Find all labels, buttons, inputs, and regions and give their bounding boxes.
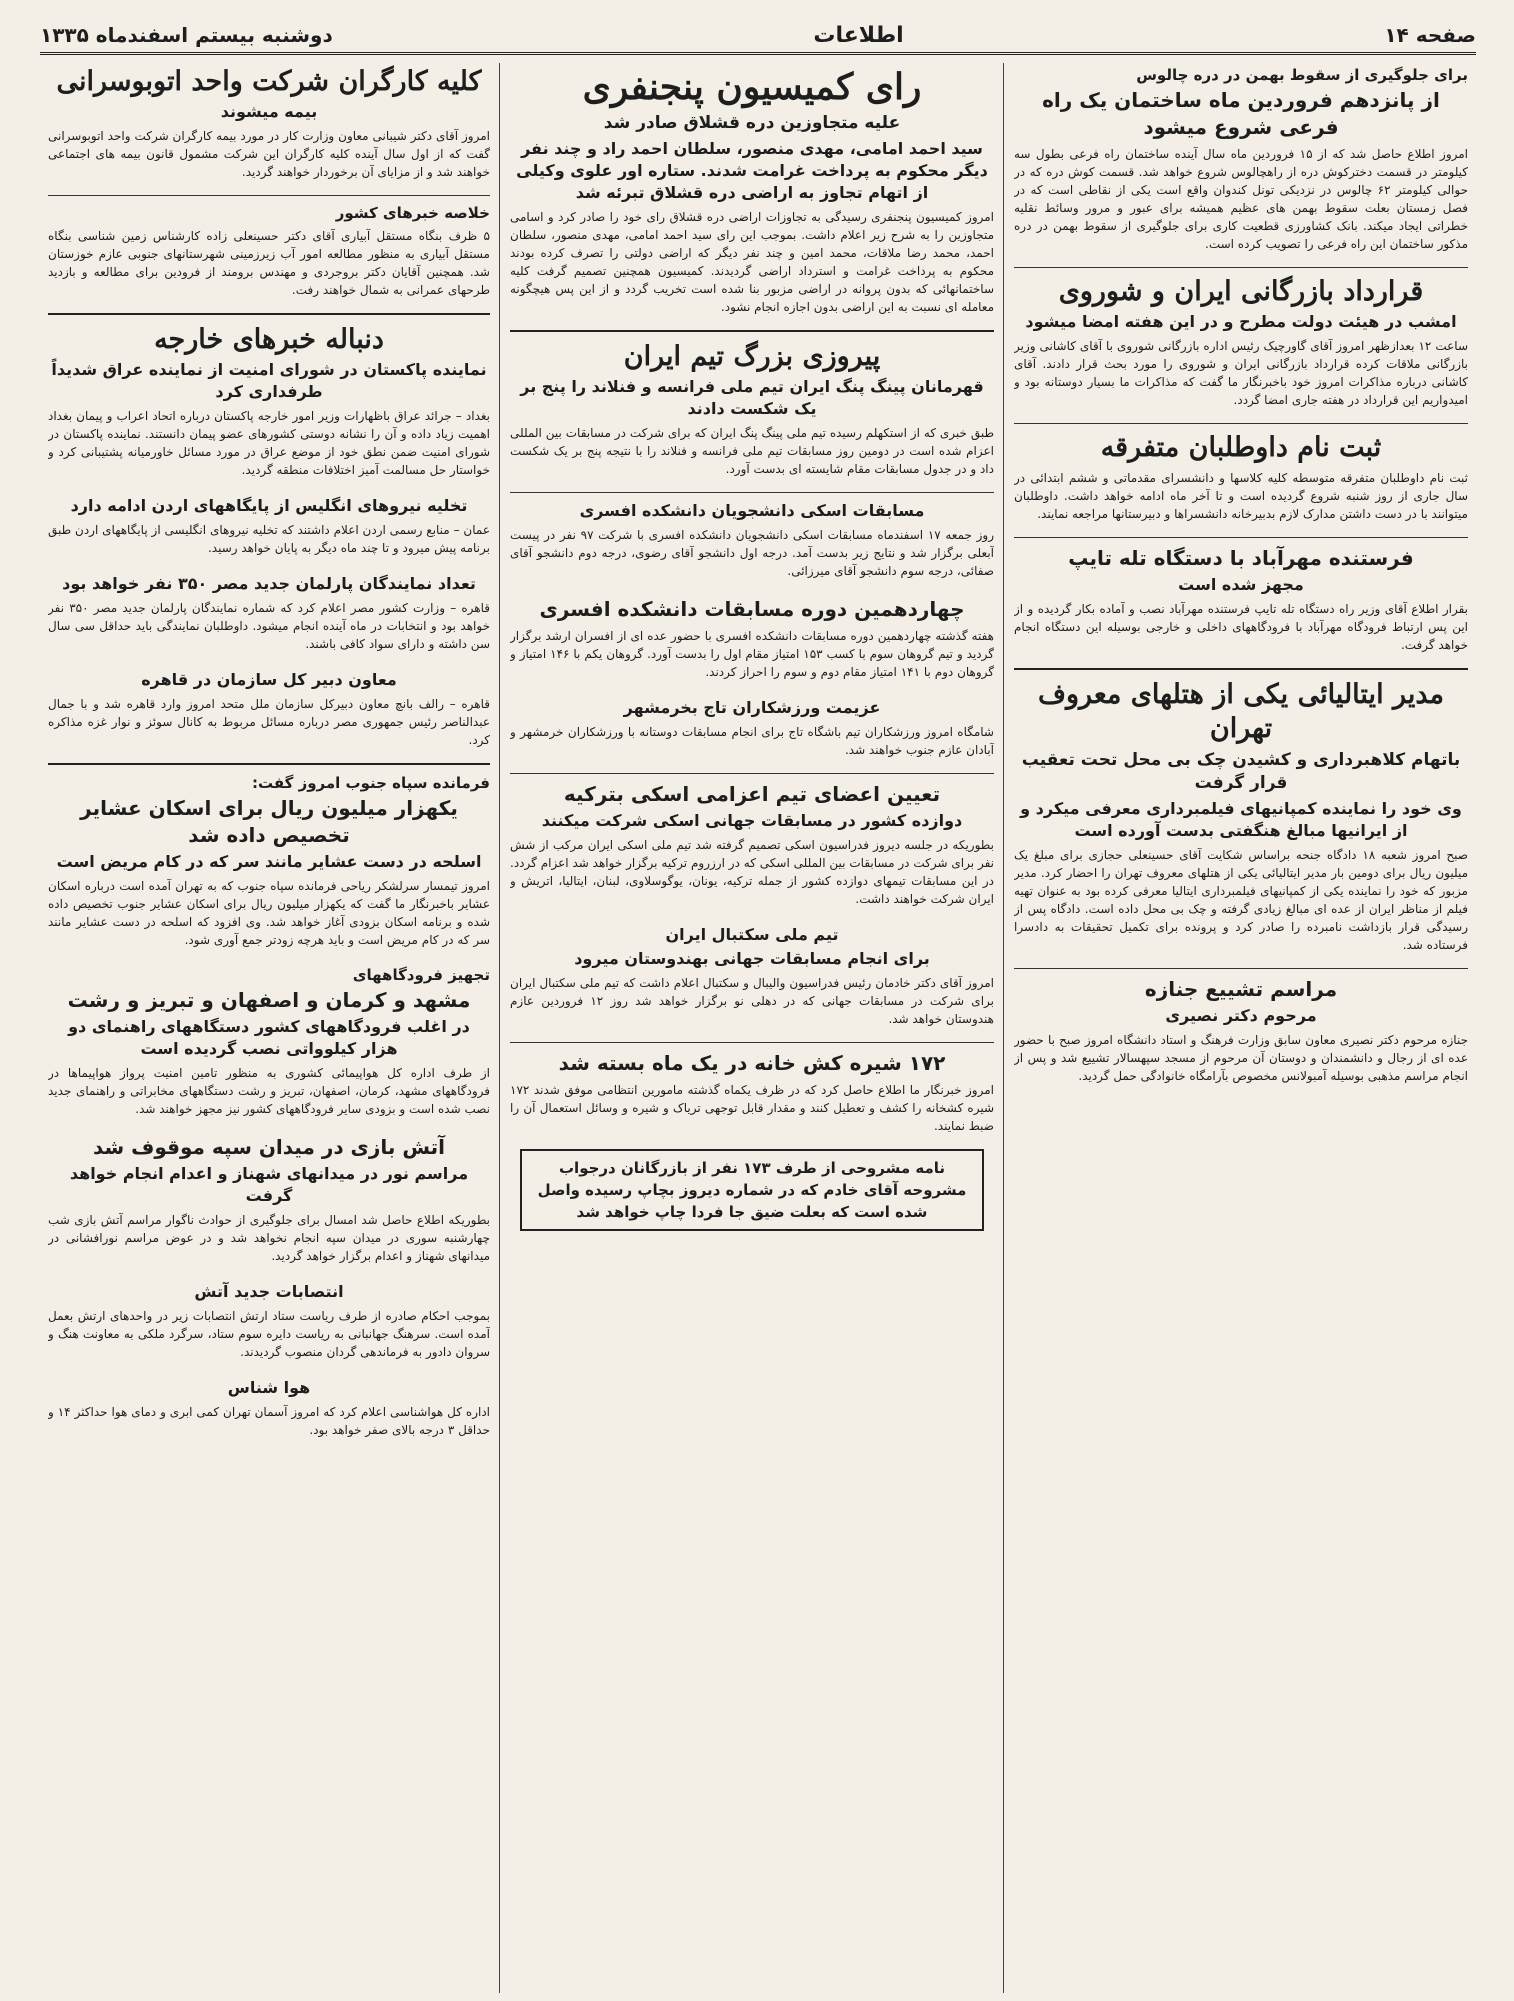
article-subheadline: مجهز شده است: [1178, 575, 1304, 594]
article-headline: آتش بازی در میدان سپه موقوف شد: [92, 1135, 446, 1159]
article-body: امروز تیمسار سرلشکر ریاحی فرمانده سپاه جنوب که به تهران آمده است درباره اسکان عشایر باخبرنگار ما گفت که یکهزار میلیون ریال برای اسکان عشایر جنوب تخصیص داده شده و برنامه اسکان بزودی آغاز خواهد شد. وی افزود که اسلحه در دست عشایر مانند سر که در کام مریض است و باید هرچه زودتر جمع آوری شود.: [48, 879, 490, 947]
divider: [510, 492, 994, 493]
article-body: ثبت نام داوطلبان متفرقه متوسطه کلیه کلاسها و دانشسرای مقدماتی و ششم ابتدائی در سال جاری از روز شنبه شروع گردیده است و تا آخر ماه ادامه خواهد داشت. داوطلبان میتوانند با در دست داشتن مدارک لازم بدبیرخانه دانشسراها و دبیرستانها مراجعه نمایند.: [1014, 471, 1468, 521]
article-subheadline: اسلحه در دست عشایر مانند سر که در کام مریض است: [56, 852, 482, 871]
column-rule: [499, 63, 500, 1993]
divider: [1014, 968, 1468, 969]
article-kicker: برای جلوگیری از سقوط بهمن در دره چالوس: [1136, 66, 1468, 84]
article-body: قاهره – رالف بانچ معاون دبیرکل سازمان ملل متحد امروز وارد قاهره شد و با جمال عبدالناصر رئیس جمهوری مصر درباره مسائل مربوط به کانال سوئز و نوار غزه مذاکره کرد.: [48, 697, 490, 747]
article-headline: مراسم تشییع جنازه: [1144, 977, 1338, 1001]
article-subheadline: باتهام کلاهبرداری و کشیدن چک بی محل تحت تعقیب قرار گرفت: [1021, 750, 1461, 793]
article-body: از طرف اداره کل هواپیمائی کشوری به منظور تامین امنیت پرواز هواپیماها در فرودگاههای مشهد، کرمان، اصفهان، تبریز و رشت دستگاههای مخابراتی و راهنمای جدید نصب شده است و بزودی سایر فرودگاههای کشور نیز مجهز خواهند شد.: [48, 1066, 490, 1116]
article-subheadline: دوازده کشور در مسابقات جهانی اسکی شرکت میکنند: [541, 811, 963, 830]
article-weather: [48, 1375, 490, 1443]
article-subheadline: علیه متجاوزین دره قشلاق صادر شد: [603, 113, 901, 133]
article-body: اداره کل هواشناسی اعلام کرد که امروز آسمان تهران کمی ابری و دمای هوا حداکثر ۱۴ و حداقل ۳ درجه بالای صفر خواهد بود.: [48, 1405, 490, 1437]
article-subheadline: در اغلب فرودگاههای کشور دستگاههای راهنمای دو هزار کیلوواتی نصب گردیده است: [68, 1017, 470, 1058]
article-funeral: [1014, 974, 1468, 1089]
page-number: صفحه ۱۴: [1384, 23, 1476, 47]
article-body: امروز آقای دکتر خادمان رئیس فدراسیون والیبال و سکتبال اعلام داشت که تیم ملی سکتبال ایران برای شرکت در مسابقات جهانی که در دهلی نو برگزار خواهد شد روز ۱۲ فروردین عازم هندوستان خواهد شد.: [510, 976, 994, 1026]
masthead: [40, 18, 1476, 55]
article-body: قاهره – وزارت کشور مصر اعلام کرد که شماره نمایندگان پارلمان جدید مصر ۳۵۰ نفر خواهد بود و انتخابات در ماه آینده انجام میشود. داوطلبان نمایندگی باید حداقل سی سال سن داشته و دارای سواد کافی باشند.: [48, 601, 490, 651]
article-commission-ruling: [510, 63, 994, 320]
article-body: روز جمعه ۱۷ اسفندماه مسابقات اسکی دانشجویان دانشکده افسری با شرکت ۹۷ نفر در پیست آبعلی برگزار شد و نتایج زیر بدست آمد. درجه اول دانشجو آقای رضوی، درجه دوم دانشجو آقای صفائی، درجه سوم دانشجو آقای میرزائی.: [510, 528, 994, 578]
article-bus-workers: [48, 63, 490, 185]
article-ski-team-turkey: [510, 779, 994, 912]
article-egypt-parliament: [48, 571, 490, 657]
article-body: ساعت ۱۲ بعدازظهر امروز آقای گاورچیک رئیس اداره بازرگانی شوروی با آقای کاشانی وزیر بازرگانی ملاقات کرده قرارداد بازرگانی ایران و شوروی را مورد بحث قرار دادند. آقای کاشانی درباره مذاکرات امروز خود باخبرنگار ما گفت که مذاکرات ما بسیار دوستانه بود و امیدواریم این قرارداد در هفته جاری امضا گردد.: [1014, 339, 1468, 407]
boxed-notice: نامه مشروحی از طرف ۱۷۳ نفر از بازرگانان درجواب مشروحه آقای خادم که در شماره دیروز بچاپ رسیده واصل شده است که بعلت ضیق جا فردا چاپ خواهد شد: [520, 1149, 984, 1231]
article-headline: مشهد و کرمان و اصفهان و تبریز و رشت: [67, 988, 471, 1012]
article-italian-hotel-manager: [1014, 676, 1468, 958]
article-registration: [1014, 429, 1468, 527]
article-body: امروز اطلاع حاصل شد که از ۱۵ فروردین ماه سال آینده ساختمان راه فرعی بطول سه کیلومتر در قسمت دخترکوش دره از راهچالوس شروع خواهد شد. قسمت کوش دره که در حوالی کیلومتر ۶۲ چالوس در نزدیکی تونل کندوان واقع است یکی از نقاطی است که در فصل زمستان بعلت سقوط بهمن های عظیم همیشه برای عبور و مرور وسائط نقلیه خطراتی ایجاد میکند. بانک کشاورزی قطعیت کاری برای جلوگیری از سقوط بهمن در دره مذکور ساختمان این راه فرعی را تصویب کرده است.: [1014, 147, 1468, 251]
article-body: عمان – منابع رسمی اردن اعلام داشتند که تخلیه نیروهای انگلیسی از پایگاههای اردن طبق برنامه پیش میرود و تا چند ماه دیگر به پایان خواهد رسید.: [48, 523, 490, 555]
divider: [48, 195, 490, 196]
article-subheadline: مرحوم دکتر نصیری: [1165, 1006, 1317, 1025]
article-headline: قرارداد بازرگانی ایران و شوروی: [1058, 276, 1424, 307]
article-headline: معاون دبیر کل سازمان در قاهره: [141, 670, 397, 689]
column-right: [1006, 63, 1476, 1993]
article-basketball-india: [510, 922, 994, 1032]
article-headline: فرستنده مهرآباد با دستگاه تله تایپ: [1068, 546, 1414, 570]
article-jordan-bases: [48, 493, 490, 561]
article-fireworks: [48, 1132, 490, 1269]
column-middle: [502, 63, 1002, 1993]
article-headline: خلاصه خبرهای کشور: [335, 204, 490, 222]
article-body: هفته گذشته چهاردهمین دوره مسابقات دانشکده افسری با حضور عده ای از افسران ارشد برگزار گردید و تیم گروهان سوم با کسب ۱۵۳ امتیاز مقام اول را بدست آورد. گروهان یکم با ۱۴۶ امتیاز و گروهان دوم با ۱۴۱ امتیاز مقام دوم و سوم را احراز کردند.: [510, 629, 994, 679]
divider: [510, 1042, 994, 1043]
article-body: بغداد – جرائد عراق باظهارات وزیر امور خارجه پاکستان درباره اتحاد اعراب و پیمان بغداد اهمیت زیاد داده و آن را نشانه دوستی کشورهای عضو پیمان دانستند. نماینده پاکستان در شورای امنیت ضمن نطق خود از موضع عراق در مورد مسائل خاورمیانه پشتیبانی کرد و خواستار حل مسالمت آمیز اختلافات منطقه گردید.: [48, 409, 490, 477]
article-body: صبح امروز شعبه ۱۸ دادگاه جنحه براساس شکایت آقای حسینعلی حجازی برای مبلغ یک میلیون ریال برای دومین بار مدیر ایتالیائی یکی از هتلهای معروف تهران را احضار کرد. مدیر مزبور که خود را نماینده یکی از کمپانیهای فیلمبرداری ایتالیا معرفی کرده بود به عنوان تهیه فیلم از مناظر ایران از عده ای مبالغ زیادی گرفته و چک بی محل داده است. دادگاه پس از رسیدگی قرار بازداشت نامبرده را صادر کرد و پرونده برای تکمیل تحقیقات به دادسرا فرستاده شد.: [1014, 848, 1468, 952]
article-body: ۵ ظرف بنگاه مستقل آبیاری آقای دکتر حسینعلی زاده کارشناس زمین شناسی بنگاه مستقل آبیاری به منظور مطالعه امور آب زیرزمینی شهرستانهای جنوبی عازم خوزستان شد. همچنین آقایان دکتر بروجردی و مهندس برومند از فرودین برای مطالعه و بازدید طرحهای عمرانی به شمال خواهند رفت.: [48, 229, 490, 297]
divider: [1014, 267, 1468, 268]
divider: [48, 313, 490, 315]
article-headline: چهاردهمین دوره مسابقات دانشکده افسری: [539, 597, 965, 621]
divider: [48, 763, 490, 765]
article-officer-ski: [510, 498, 994, 584]
article-iran-ussr-trade: [1014, 273, 1468, 413]
divider: [1014, 423, 1468, 424]
columns: [40, 63, 1476, 1993]
article-headline: از پانزدهم فروردین ماه ساختمان یک راه فرعی شروع میشود: [1042, 88, 1440, 139]
article-taj-athletes: [510, 695, 994, 763]
article-headline: تعیین اعضای تیم اعزامی اسکی بترکیه: [563, 782, 941, 806]
article-body: بطوریکه اطلاع حاصل شد امسال برای جلوگیری از حوادث ناگوار مراسم آتش بازی شب چهارشنبه سوری در میدان سپه انجام نخواهد شد و در عوض مراسم نورافشانی در میدانهای شهناز و اعدام برگزار خواهد گردید.: [48, 1213, 490, 1263]
divider: [1014, 668, 1468, 670]
article-opium-dens: [510, 1048, 994, 1139]
article-chalus-road: [1014, 63, 1468, 257]
article-subheadline: مراسم نور در میدانهای شهناز و اعدام انجام خواهد گرفت: [69, 1164, 469, 1205]
article-headline: یکهزار میلیون ریال برای اسکان عشایر تخصیص داده شد: [80, 796, 458, 847]
article-officer-competitions: [510, 594, 994, 685]
article-headline: تعداد نمایندگان پارلمان جدید مصر ۳۵۰ نفر خواهد بود: [62, 574, 476, 593]
article-headline: دنباله خبرهای خارجه: [154, 324, 384, 355]
article-subheadline: برای انجام مسابقات جهانی بهندوستان میرود: [574, 949, 930, 968]
divider: [510, 330, 994, 332]
article-pingpong-victory: [510, 338, 994, 482]
article-body: بطوریکه در جلسه دیروز فدراسیون اسکی تصمیم گرفته شد تیم ملی اسکی ایران مرکب از شش نفر برای شرکت در مسابقات بین المللی اسکی که در ارزروم ترکیه برگزار خواهد شد اعزام گردد. در این مسابقات تیمهای دوازده کشور از جمله ترکیه، یونان، یوگوسلاوی، لبنان، ایتالیا، اتریش و ایران شرکت خواهند داشت.: [510, 838, 994, 906]
article-body: امروز خبرنگار ما اطلاع حاصل کرد که در ظرف یکماه گذشته مامورین انتظامی موفق شدند ۱۷۲ شیره کشخانه را کشف و تعطیل کنند و مقدار قابل توجهی تریاک و شیره و وسائل استعمال آن را ضبط نمایند.: [510, 1083, 994, 1133]
divider: [510, 773, 994, 774]
article-airports: [48, 963, 490, 1122]
article-body: بموجب احکام صادره از طرف ریاست ستاد ارتش انتصابات زیر در واحدهای ارتش بعمل آمده است. سرهنگ جهانبانی به ریاست دایره سوم ستاد، سرگرد ملکی به معاونت هنگ و سروان دادور به فرماندهی گردان منصوب گردیدند.: [48, 1309, 490, 1359]
newspaper-name: اطلاعات: [813, 22, 904, 48]
article-un-deputy-cairo: [48, 667, 490, 753]
column-rule: [1003, 63, 1004, 1993]
article-body: جنازه مرحوم دکتر نصیری معاون سابق وزارت فرهنگ و استاد دانشگاه امروز صبح با حضور عده ای از رجال و دانشمندان و دوستان آن مرحوم از مسجد سپهسالار تشییع شد و پس از انجام مراسم مذهبی بوسیله آمبولانس مخصوص بآرامگاه خانوادگی حمل گردید.: [1014, 1033, 1468, 1083]
article-headline: ۱۷۲ شیره کش خانه در یک ماه بسته شد: [558, 1051, 946, 1075]
article-headline: مسابقات اسکی دانشجویان دانشکده افسری: [579, 501, 925, 520]
article-headline: ثبت نام داوطلبان متفرقه: [1100, 432, 1382, 463]
article-headline: کلیه کارگران شرکت واحد اتوبوسرانی: [56, 66, 482, 97]
article-body: طبق خبری که از استکهلم رسیده تیم ملی پینگ پنگ ایران که برای شرکت در مسابقات بین المللی اعزام شده است در دومین روز مسابقات تیم ملی فرانسه و فنلاند را با نتیجه پنج بر یک شکست داد و در جدول مسابقات مقام شایسته ای بدست آورد.: [510, 426, 994, 476]
article-subheadline-2: وی خود را نماینده کمپانیهای فیلمبرداری معرفی میکرد و از ایرانیها مبالغ هنگفتی بدست آورده است: [1020, 799, 1462, 840]
article-kicker: فرمانده سپاه جنوب امروز گفت:: [251, 774, 490, 792]
article-domestic-summary: [48, 201, 490, 303]
article-subheadline: قهرمانان پینگ پنگ ایران تیم ملی فرانسه و فنلاند را پنج بر یک شکست دادند: [520, 377, 984, 418]
article-headline: تیم ملی سکتبال ایران: [665, 925, 839, 944]
column-left: [40, 63, 498, 1993]
article-headline: تخلیه نیروهای انگلیس از پایگاههای اردن ادامه دارد: [70, 496, 468, 515]
article-headline: عزیمت ورزشکاران تاج بخرمشهر: [623, 698, 881, 717]
article-subheadline: امشب در هیئت دولت مطرح و در این هفته امضا میشود: [1025, 312, 1457, 331]
article-body: امروز کمیسیون پنجنفری رسیدگی به تجاوزات اراضی دره قشلاق رای خود را صادر کرد و اسامی متجاوزین را به شرح زیر اعلام داشت. بموجب این رای سید احمد امامی، مهدی منصور، سلطان احمد، محمد رضا ملاقات، محمد امین و چند نفر دیگر که اراضی دولتی را تصرف کرده بودند محکوم به پرداخت غرامت و استرداد اراضی گردیدند. کمیسیون همچنین تصمیم گرفت کلیه ساختمانهائی که بدون پروانه در اراضی مزبور بنا شده است تخریب گردد و از این پس هیچگونه معامله ای نسبت به این اراضی بدون اجازه انجام نشود.: [510, 210, 994, 314]
article-headline: انتصابات جدید آتش: [194, 1282, 344, 1301]
article-foreign-news: [48, 321, 490, 483]
article-army-appointments: [48, 1279, 490, 1365]
article-headline: هوا شناس: [227, 1378, 311, 1397]
divider: [1014, 537, 1468, 538]
article-headline: پیروزی بزرگ تیم ایران: [623, 341, 881, 372]
article-mehrabad-teletype: [1014, 543, 1468, 658]
article-subheadline: بیمه میشوند: [220, 102, 318, 121]
article-nomad-settlement: [48, 771, 490, 953]
article-headline: مدیر ایتالیائی یکی از هتلهای معروف تهران: [1037, 679, 1445, 744]
article-lead: سید احمد امامی، مهدی منصور، سلطان احمد راد و چند نفر دیگر محکوم به پرداخت غرامت شدند. ستاره اور علوی وکیلی از اتهام تجاوز به اراضی دره قشلاق تبرئه شد: [516, 139, 988, 202]
article-subheadline: نماینده پاکستان در شورای امنیت از نماینده عراق شدیداً طرفداری کرد: [51, 360, 487, 401]
article-kicker: تجهیز فرودگاههای: [352, 966, 490, 984]
issue-date: دوشنبه بیستم اسفندماه ۱۳۳۵: [40, 23, 333, 47]
article-body: امروز آقای دکتر شیبانی معاون وزارت کار در مورد بیمه کارگران شرکت واحد اتوبوسرانی گفت که از اول سال آینده کلیه کارگران این شرکت مشمول قانون بیمه های اجتماعی خواهند شد و از مزایای آن برخوردار خواهند گردید.: [48, 129, 490, 179]
article-headline: رای کمیسیون پنجنفری: [582, 66, 922, 108]
article-body: شامگاه امروز ورزشکاران تیم باشگاه تاج برای انجام مسابقات دوستانه با ورزشکاران خرمشهر و آبادان عازم جنوب خواهند شد.: [510, 725, 994, 757]
article-body: بقرار اطلاع آقای وزیر راه دستگاه تله تایپ فرستنده مهرآباد نصب و آماده بکار گردیده و از این پس ارتباط فرودگاه مهرآباد با فرودگاههای داخلی و خارجی بوسیله این دستگاه انجام خواهد گرفت.: [1014, 602, 1468, 652]
